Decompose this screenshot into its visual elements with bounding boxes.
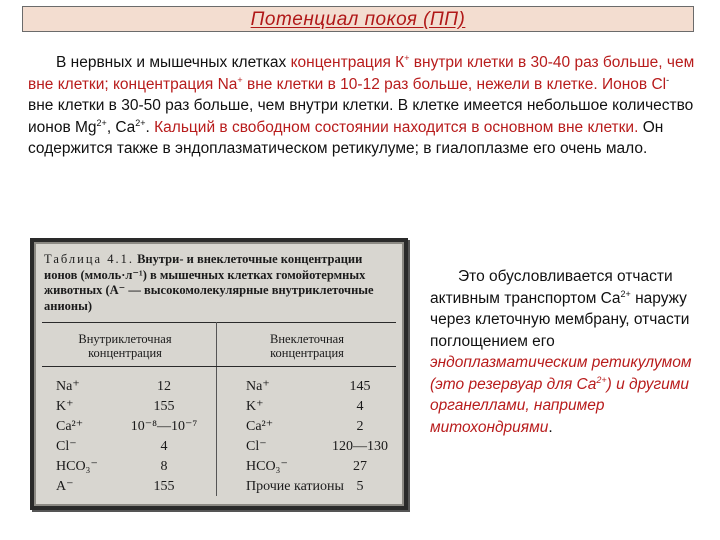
para-red-1: концентрация К [290,54,405,71]
table-scan-image [30,238,408,510]
value-outside: 27 [353,459,367,474]
ion-inside: K⁺ [56,399,74,414]
para-red-3: вне клетки в 10-12 раз больше, нежели в клетке. Ионов Cl [242,75,667,93]
value-outside: 2 [356,419,364,434]
para-red-2: внутри клетки в 30-40 раз больше, чем вне клетки; концентрация Na [28,54,695,93]
ion-inside: Na⁺ [56,379,80,394]
table-caption-text: Внутри- и внеклеточные концентрации ионов (ммоль·л⁻¹) в мышечных клетках гомойотермных животных (А⁻ — высокомолекулярные внутриклеточные анионы) [44,252,374,313]
table-top-rule [42,322,396,323]
table-row [34,418,404,436]
para-sup-4: 2+ [96,117,107,128]
para-text-2: вне клетки в 30-50 раз больше, чем внутри клетки. В клетке имеется небольшое количество ионов Mg [28,97,694,136]
para-red-4: Кальций в свободном состоянии находится в основном вне клетки. [154,118,639,136]
para-text-1: В нервных и мышечных клетках [56,54,291,71]
expl-text-2: наружу через клеточную мембрану, отчасти поглощением его [430,289,690,350]
value-inside: 155 [153,479,175,494]
value-outside: 5 [356,479,364,494]
table-row [34,478,404,496]
value-outside: 4 [356,399,364,414]
expl-italic-1: эндоплазматическим ретикулумом (это резервуар для Ca [430,354,692,393]
ion-inside: A⁻ [56,479,74,494]
ion-outside: Cl⁻ [246,439,267,454]
ion-outside: Ca²⁺ [246,419,274,434]
table-caption-lead: Таблица 4.1. [44,252,134,266]
expl-sup-1: 2+ [620,288,631,299]
para-sup-5: 2+ [135,117,146,128]
expl-italic-2: ) и другими органеллами, например митохондриями [430,375,689,436]
expl-text-1: Это обусловливается отчасти активным транспортом Ca [430,268,673,307]
table-row [34,398,404,416]
intro-paragraph [28,52,698,160]
slide-title: Потенциал покоя (ПП) [250,9,466,30]
value-inside: 10⁻⁸—10⁻⁷ [130,419,198,434]
table-row [34,378,404,396]
ion-outside: Na⁺ [246,379,270,394]
expl-sup-2: 2+ [596,374,607,385]
header-inside: Внутриклеточная концентрация [78,332,172,360]
para-text-3: , Ca [106,118,136,136]
ion-outside: Прочие катионы [246,479,344,494]
ion-outside: HCO₃⁻ [246,459,288,474]
value-inside: 4 [160,439,168,454]
ion-inside: Ca²⁺ [56,419,84,434]
table-header-rule [42,366,396,367]
para-sup-2: + [237,74,243,85]
value-inside: 155 [153,399,175,414]
slide-title-box [22,6,694,32]
para-sup-1: + [404,52,410,63]
value-inside: 8 [160,459,168,474]
expl-text-3: . [548,418,553,436]
ion-outside: K⁺ [246,399,264,414]
ion-inside: HCO₃⁻ [56,459,98,474]
para-sup-3: - [666,74,670,85]
explanation-text [430,266,710,438]
value-outside: 120—130 [332,439,388,454]
value-inside: 12 [157,379,171,394]
ion-inside: Cl⁻ [56,439,77,454]
header-outside: Внеклеточная концентрация [270,332,344,360]
para-text-5: Он содержится также в эндоплазматическом ретикулуме; в гиалоплазме его очень мало. [28,118,664,157]
para-text-4: . [145,118,155,136]
value-outside: 145 [349,379,371,394]
table-row [34,458,404,476]
table-row [34,438,404,456]
table-caption [44,252,396,314]
